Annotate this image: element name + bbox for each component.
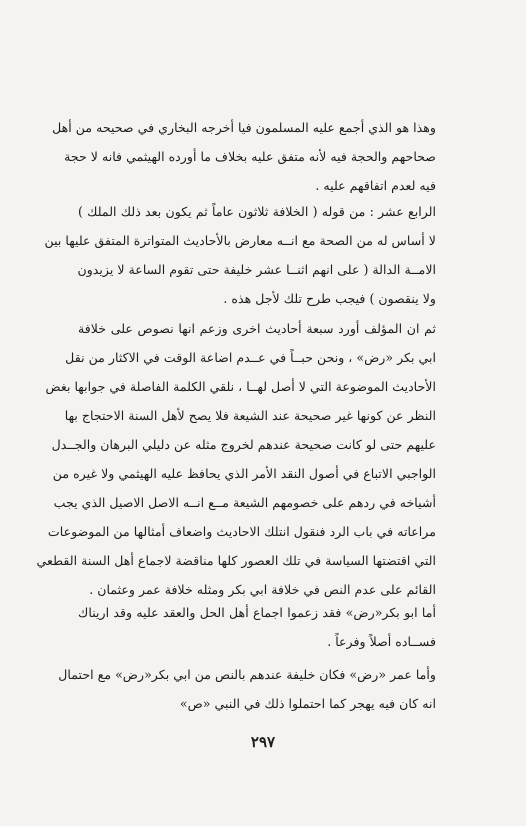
text-line: الأحاديث الموضوعة التي لا أصل لهــا ، نلقي الكلمة الفاصلة في جوابها بغض (45, 379, 436, 394)
text-line: الواجبي الاتباع في أصول النقد الأمر الذي يحافظ عليه الهيثمي ولا غيره من (52, 466, 436, 481)
text-line: انه كان فيه يهجر كما احتملوا ذلك في النبي «ص» (179, 696, 436, 711)
paragraph-3 (36, 314, 436, 604)
paragraph-5 (58, 660, 436, 718)
text-line: النظر عن كونها غير صحيحة عند الشيعة فلا يصح لأهل السنة الاحتجاج بها (64, 408, 436, 423)
text-line: صحاحهم والحجة فيه لأنه متفق عليه بخلاف ما أورده الهيثمي فانه لا حجة (64, 149, 436, 164)
paragraph-4 (78, 598, 436, 656)
text-line: فيه لعدم اتفاقهم عليه . (315, 178, 436, 193)
text-line: الرابع عشر : من قوله ( الخلافة ثلاثون عاماً ثم يكون بعد ذلك الملك ) (78, 204, 436, 219)
text-line: ابي بكر «رض» ، ونحن حبــاً في عــدم اضاعة الوقت في الاكثار من نقل (65, 350, 436, 365)
paragraph-1 (52, 113, 436, 200)
text-line: ولا ينقصون ) فيجب طرح تلك لأجل هذه . (223, 291, 436, 306)
text-line: ثم ان المؤلف أورد سبعة أحاديث اخرى وزعم انها نصوص على خلافة (78, 321, 436, 336)
text-line: لا أساس له من الصحة مع انــه معارض بالأحاديث المتواترة المتفق عليها بين (44, 233, 436, 248)
text-line: القائم على عدم النص في خلافة ابي بكر ومثله خلافة عمر وعثمان . (89, 582, 436, 597)
text-line: فســاده أصلاً وفرعاً . (327, 634, 436, 649)
text-line: التي اقتضتها السياسة في تلك العصور كلها مناقضة لاجماع أهل السنة القطعي (36, 553, 436, 568)
text-line: الامــة الدالة ( على انهم اثنــا عشر خليفة حتى تقوم الساعة لا يزيدون (77, 262, 436, 277)
text-line: وأما عمر «رض» فكان خليفة عندهم بالنص من ابي بكر«رض» مع احتمال (58, 667, 436, 682)
paragraph-2 (44, 197, 436, 313)
text-line: عليهم حتى لو كانت صحيحة عندهم لخروج مثله عن دليلي البرهان والجــدل (51, 437, 436, 452)
page-number: ٢٩٧ (250, 733, 276, 751)
text-line: مراعاته في باب الرد فنقول انتلك الاحاديث واضعاف أمثالها من الموضوعات (47, 524, 436, 539)
text-line: وهذا هو الذي أجمع عليه المسلمون فيا أخرجه البخاري في صحيحه من أهل (52, 120, 436, 135)
text-line: أشياخه في ردهم على خصومهم الشيعة مــع انــه الاصل الاصيل الذي يجب (53, 495, 436, 510)
text-line: أما ابو بكر«رض» فقد زعموا اجماع أهل الحل والعقد عليه وقد اريناك (78, 605, 436, 620)
